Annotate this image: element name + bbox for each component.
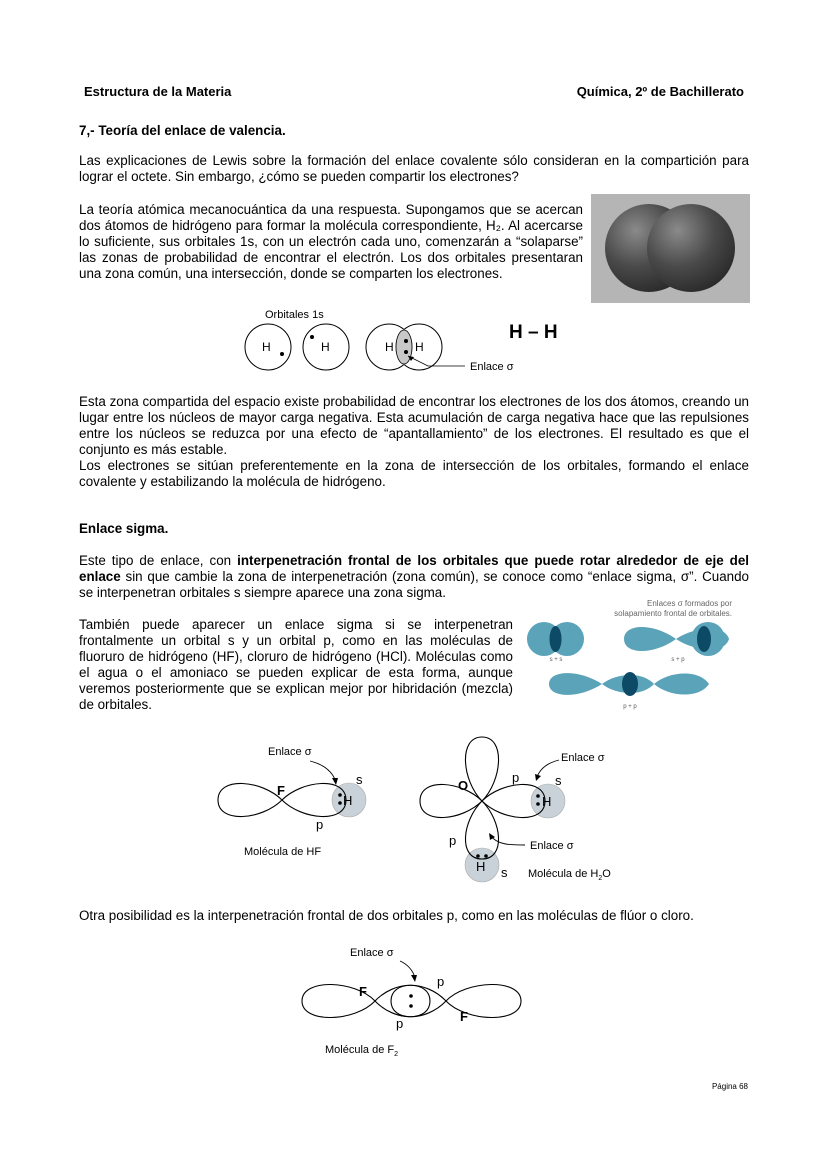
intro-paragraph: Las explicaciones de Lewis sobre la formación del enlace covalente sólo consideran en la compartición para lograr el octete. Sin embargo, ¿cómo se pueden compartir los electrones? [79,153,749,184]
overlap-caption-1: Enlaces σ formados por [647,599,732,608]
h-atom-4: H [415,340,424,354]
h2-bond-formula: H – H [509,322,558,343]
section-title: 7,- Teoría del enlace de valencia. [79,123,286,138]
h2o-p-label-right: p [512,770,520,785]
electrons-paragraph: Los electrones se sitúan preferentemente en la zona de intersección de los orbitales, formando el enlace covalente y estabilizando la molécula de hidrógeno. [79,458,749,489]
header-left: Estructura de la Materia [84,84,232,99]
f2-p-label-top: p [437,974,445,989]
h2o-p-label-bottom: p [449,833,457,848]
hf-diagram [210,740,400,865]
h2o-h-label-bottom: H [476,859,486,874]
h-atom-2: H [321,340,330,354]
h2-bond-label: Enlace σ [470,361,514,373]
f2-paragraph: Otra posibilidad es la interpenetración frontal de dos orbitales p, como en las moléculas de flúor o cloro. [79,908,694,923]
h2o-bond-label-top: Enlace σ [561,752,605,764]
h2o-h-label-right: H [542,794,552,809]
overlap-caption-2: solapamiento frontal de orbitales. [614,609,732,618]
theory-paragraph: La teoría atómica mecanocuántica da una respuesta. Supongamos que se acercan dos átomos de hidrógeno para formar la molécula correspondiente, H₂. Al acercarse lo suficiente, sus orbitales 1s, con un electrón cada uno, comenzarán a “solaparse” las zonas de probabilidad de encontrar el electrón. Los dos orbitales presentaran una zona común, una intersección, donde se comparten los electrones. [79,202,583,281]
header-right: Química, 2º de Bachillerato [576,84,744,99]
f2-f-label-left: F [359,984,367,999]
orbitals-label: Orbitales 1s [265,309,324,321]
h2o-diagram [415,735,630,885]
h-atom-1: H [262,340,271,354]
sigma-overlap-figure [524,597,749,712]
f2-bond-label: Enlace σ [350,947,394,959]
hf-h-label: H [343,793,353,808]
hf-p-label: p [316,817,324,832]
shared-zone-paragraph: Esta zona compartida del espacio existe probabilidad de encontrar los electrones de los dos átomos, creando un lugar entre los núcleos de mayor carga negativa. Esta acumulación de carga negativa hace que las repulsiones entre los núcleos se reduzca por una efecto de “apantallamiento” de los electrones. El resultado es que el conjunto es más estable. [79,394,749,457]
page-number: Página 68 [711,1082,748,1091]
overlap-label-pp: p + p [623,704,637,710]
hf-bond-label: Enlace σ [268,746,312,758]
h-atom-3: H [385,340,394,354]
h2o-bond-label-bottom: Enlace σ [530,840,574,852]
sigma-sp-paragraph: También puede aparecer un enlace sigma si se interpenetran frontalmente un orbital s y un orbital p, como en las moléculas de fluoruro de hidrógeno (HF), cloruro de hidrógeno (HCl). Moléculas como el agua o el amoniaco se pueden explicar de esta forma, aunque veremos posteriormente que se explican mejor por hibridación (mezcla) de orbitales. [79,617,513,712]
f2-f-label-right: F [460,1009,468,1024]
f2-p-label-bottom: p [396,1016,404,1031]
hf-f-label: F [277,783,285,798]
f2-caption: Molécula de $F_2$ [325,1044,398,1058]
hf-caption: Molécula de HF [244,846,322,858]
h2o-caption: Molécula de $H_2O$ [528,868,611,882]
h2o-o-label: O [458,778,469,793]
overlap-label-sp: s + p [671,657,685,663]
sigma-paragraph: Este tipo de enlace, con interpenetración frontal de los orbitales que puede rotar alrededor de eje del enlace sin que cambie la zona de interpenetración (zona común), se conoce como “enlace sigma, σ”. Cuando se interpenetran orbitales s siempre aparece una zona sigma. [79,553,749,600]
h2-orbital-diagram [230,304,580,376]
hf-s-label: s [356,772,363,787]
h2-molecule-image [591,194,750,303]
h2o-s-label-right: s [555,773,562,788]
overlap-label-ss: s + s [549,657,563,663]
h2o-s-label-bottom: s [501,865,508,880]
f2-diagram [295,940,530,1065]
sigma-title: Enlace sigma. [79,521,169,536]
